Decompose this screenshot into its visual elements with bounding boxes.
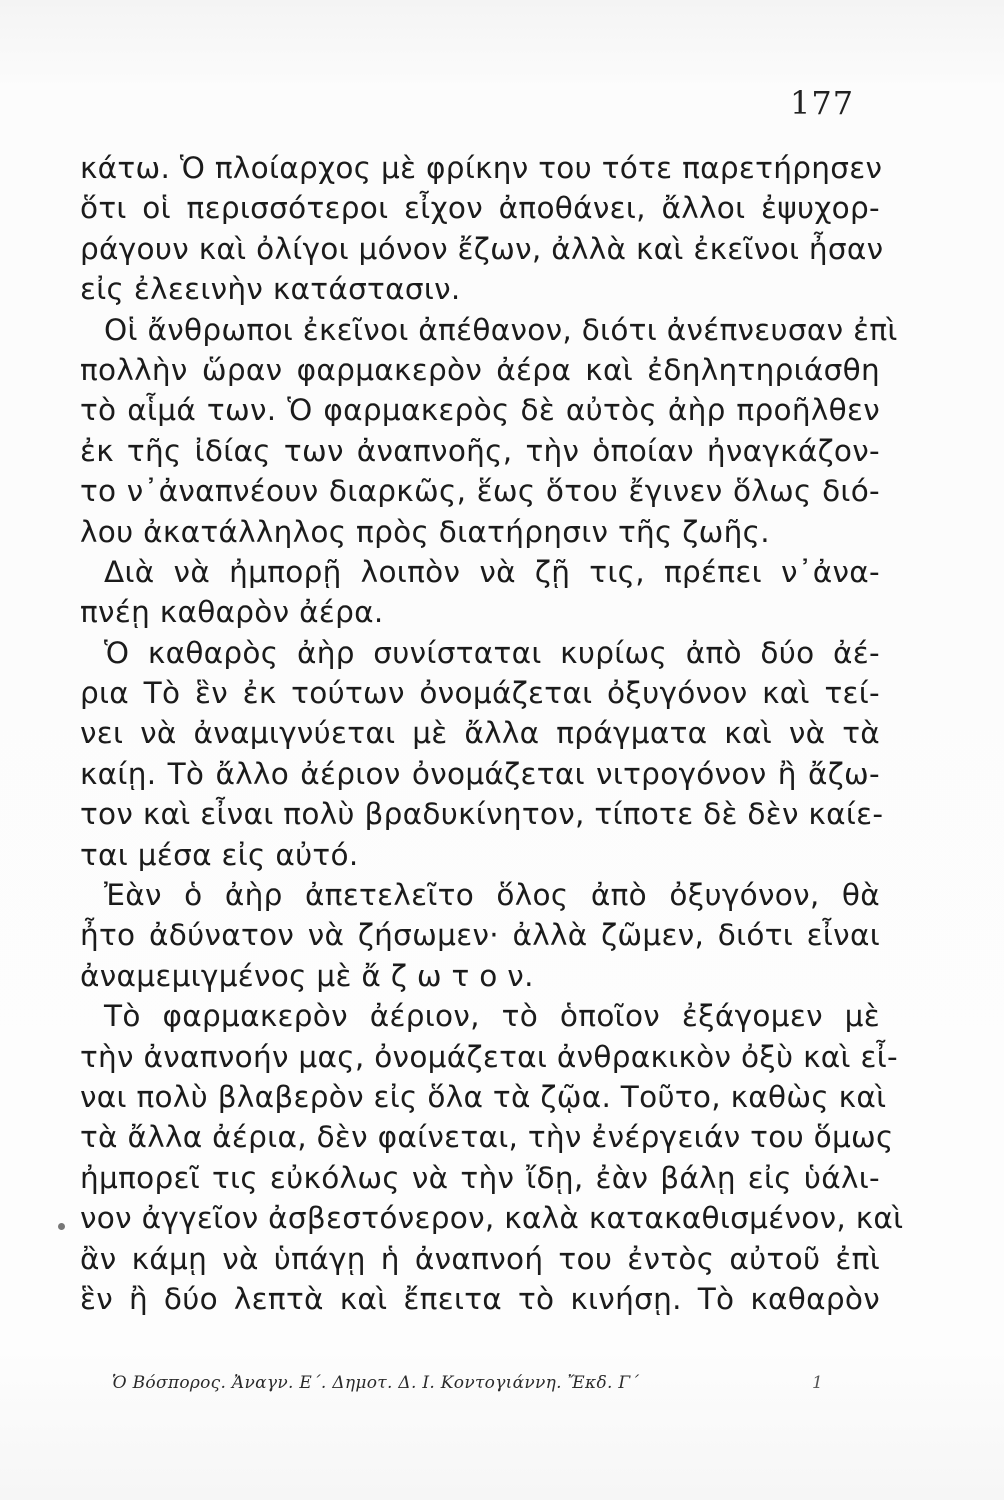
text-line: τὰ ἄλλα ἀέρια, δὲν φαίνεται, τὴν ἐνέργειάν του ὅμως (80, 1120, 894, 1155)
text-line: ται μέσα εἰς αὐτό. (80, 837, 359, 872)
text-line: ὅτι οἱ περισσότεροι εἶχον ἀποθάνει, ἄλλοι ἐψυχορ- (80, 191, 880, 226)
text-line: καίῃ. Τὸ ἄλλο ἀέριον ὀνομάζεται νιτρογόνον ἢ ἄζω- (80, 756, 880, 791)
text-line: τὴν ἀναπνοήν μας, ὀνομάζεται ἀνθρακικὸν ὀξὺ καὶ εἶ- (80, 1039, 898, 1074)
signature-folio-mark: 1 (812, 1373, 823, 1393)
text-line: ἀναμεμιγμένος μὲ ἄ ζ ω τ ο ν. (80, 958, 534, 993)
body-text (80, 148, 904, 1319)
text-line: Ἐὰν ὁ ἀὴρ ἀπετελεῖτο ὅλος ἀπὸ ὀξυγόνον, θὰ (104, 878, 880, 913)
text-line: ναι πολὺ βλαβερὸν εἰς ὅλα τὰ ζῷα. Τοῦτο, καθὼς καὶ (80, 1079, 887, 1114)
page-number: 177 (790, 84, 855, 122)
text-line: λου ἀκατάλληλος πρὸς διατήρησιν τῆς ζωῆς. (80, 514, 770, 549)
text-line: πνέῃ καθαρὸν ἀέρα. (80, 595, 384, 630)
text-line: νει νὰ ἀναμιγνύεται μὲ ἄλλα πράγματα καὶ νὰ τὰ (80, 716, 880, 751)
printer-signature: Ὁ Βόσπορος. Ἀναγν. Ε΄. Δημοτ. Δ. Ι. Κοντογιάννη. Ἔκδ. Γ΄ (112, 1373, 640, 1393)
text-line: Ὁ καθαρὸς ἀὴρ συνίσταται κυρίως ἀπὸ δύο ἀέ- (104, 635, 880, 670)
margin-speck (58, 1223, 65, 1230)
text-line: ρια Τὸ ἓν ἐκ τούτων ὀνομάζεται ὀξυγόνον καὶ τεί- (80, 676, 880, 711)
text-line: κάτω. Ὁ πλοίαρχος μὲ φρίκην του τότε παρετήρησεν (80, 151, 883, 185)
text-line: το ν᾽ἀναπνέουν διαρκῶς, ἕως ὅτου ἔγινεν ὅλως διό- (80, 474, 880, 509)
text-line: ράγουν καὶ ὀλίγοι μόνον ἔζων, ἀλλὰ καὶ ἐκεῖνοι ἦσαν (80, 231, 884, 266)
text-line: ἐκ τῆς ἰδίας των ἀναπνοῆς, τὴν ὁποίαν ἠναγκάζον- (80, 433, 880, 468)
text-line: Οἱ ἄνθρωποι ἐκεῖνοι ἀπέθανον, διότι ἀνέπνευσαν ἐπὶ (104, 312, 898, 347)
text-line: πολλὴν ὥραν φαρμακερὸν ἀέρα καὶ ἐδηλητηριάσθη (80, 352, 880, 387)
text-line: ἠμπορεῖ τις εὐκόλως νὰ τὴν ἴδῃ, ἐὰν βάλῃ εἰς ὑάλι- (80, 1160, 880, 1195)
text-line: ἦτο ἀδύνατον νὰ ζήσωμεν· ἀλλὰ ζῶμεν, διότι εἶναι (80, 918, 880, 953)
text-line: ἓν ἢ δύο λεπτὰ καὶ ἔπειτα τὸ κινήσῃ. Τὸ καθαρὸν (80, 1281, 880, 1316)
text-line: Τὸ φαρμακερὸν ἀέριον, τὸ ὁποῖον ἐξάγομεν μὲ (104, 999, 880, 1034)
text-line: τὸ αἷμά των. Ὁ φαρμακερὸς δὲ αὐτὸς ἀὴρ προῆλθεν (80, 393, 880, 428)
text-line: ἂν κάμῃ νὰ ὑπάγῃ ἡ ἀναπνοή του ἐντὸς αὐτοῦ ἐπὶ (80, 1241, 880, 1276)
text-line: εἰς ἐλεεινὴν κατάστασιν. (80, 272, 461, 307)
text-line: νον ἀγγεῖον ἀσβεστόνερον, καλὰ κατακαθισμένον, καὶ (80, 1201, 904, 1236)
text-line: Διὰ νὰ ἠμπορῇ λοιπὸν νὰ ζῇ τις, πρέπει ν᾽ἀνα- (104, 554, 880, 589)
text-line: τον καὶ εἶναι πολὺ βραδυκίνητον, τίποτε δὲ δὲν καίε- (80, 797, 884, 832)
